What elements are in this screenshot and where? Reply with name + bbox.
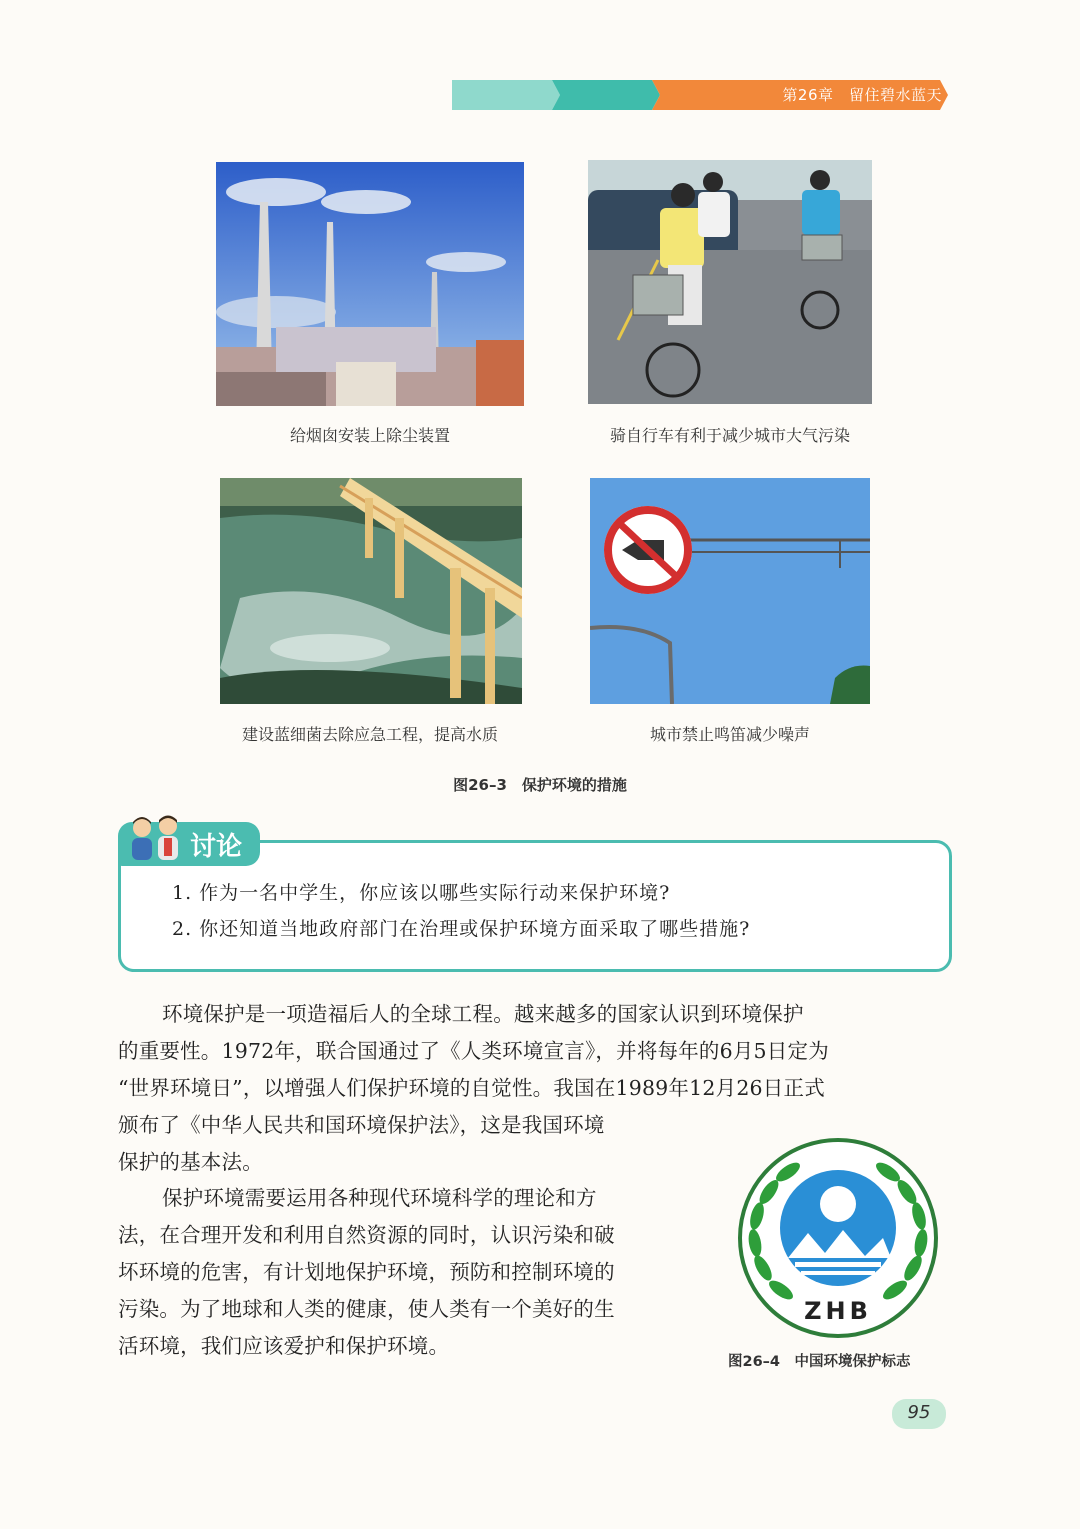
paragraph-2-line-1: 保护环境需要运用各种现代环境科学的理论和方 [162, 1186, 597, 1210]
paragraph-1-line-1: 环境保护是一项造福后人的全球工程。越来越多的国家认识到环境保护 [162, 1002, 804, 1026]
paragraph-1-line-5: 保护的基本法。 [118, 1150, 263, 1174]
no-horn-sign-photo [590, 478, 870, 704]
logo-caption: 图26–4 中国环境保护标志 [728, 1354, 911, 1370]
discussion-question-2: 2. 你还知道当地政府部门在治理或保护环境方面采取了哪些措施? [172, 918, 751, 940]
photo-caption-4: 城市禁止鸣笛减少噪声 [649, 725, 810, 744]
water-treatment-photo [220, 478, 522, 704]
chimney-photo [216, 162, 524, 406]
photo-caption-2: 骑自行车有利于减少城市大气污染 [609, 426, 850, 445]
zhb-logo [733, 1138, 943, 1342]
students-icon [124, 814, 188, 866]
paragraph-2-line-5: 活环境，我们应该爱护和保护环境。 [118, 1334, 450, 1358]
paragraph-2 [118, 1180, 708, 1365]
discussion-question-1: 1. 作为一名中学生，你应该以哪些实际行动来保护环境? [172, 882, 671, 904]
paragraph-1-line-2: 的重要性。1972年，联合国通过了《人类环境宣言》，并将每年的6月5日定为 [118, 1039, 829, 1063]
page-number: 95 [907, 1402, 931, 1423]
figure-caption: 图26–3 保护环境的措施 [453, 776, 627, 794]
paragraph-2-line-3: 坏环境的危害，有计划地保护环境，预防和控制环境的 [118, 1260, 615, 1284]
photo-caption-1: 给烟囱安装上除尘装置 [289, 426, 450, 445]
paragraph-2-line-4: 污染。为了地球和人类的健康，使人类有一个美好的生 [118, 1297, 615, 1321]
discussion-label: 讨论 [190, 832, 243, 862]
paragraph-2-line-2: 法，在合理开发和利用自然资源的同时，认识污染和破 [118, 1223, 615, 1247]
logo-text: ZHB [804, 1297, 872, 1325]
cyclists-photo [588, 160, 872, 404]
photo-caption-3: 建设蓝细菌去除应急工程，提高水质 [241, 725, 498, 744]
paragraph-1-line-4: 颁布了《中华人民共和国环境保护法》，这是我国环境 [118, 1113, 605, 1137]
chapter-title: 第26章 留住碧水蓝天 [782, 86, 942, 104]
paragraph-1-line-3: “世界环境日”，以增强人们保护环境的自觉性。我国在1989年12月26日正式 [118, 1076, 825, 1100]
